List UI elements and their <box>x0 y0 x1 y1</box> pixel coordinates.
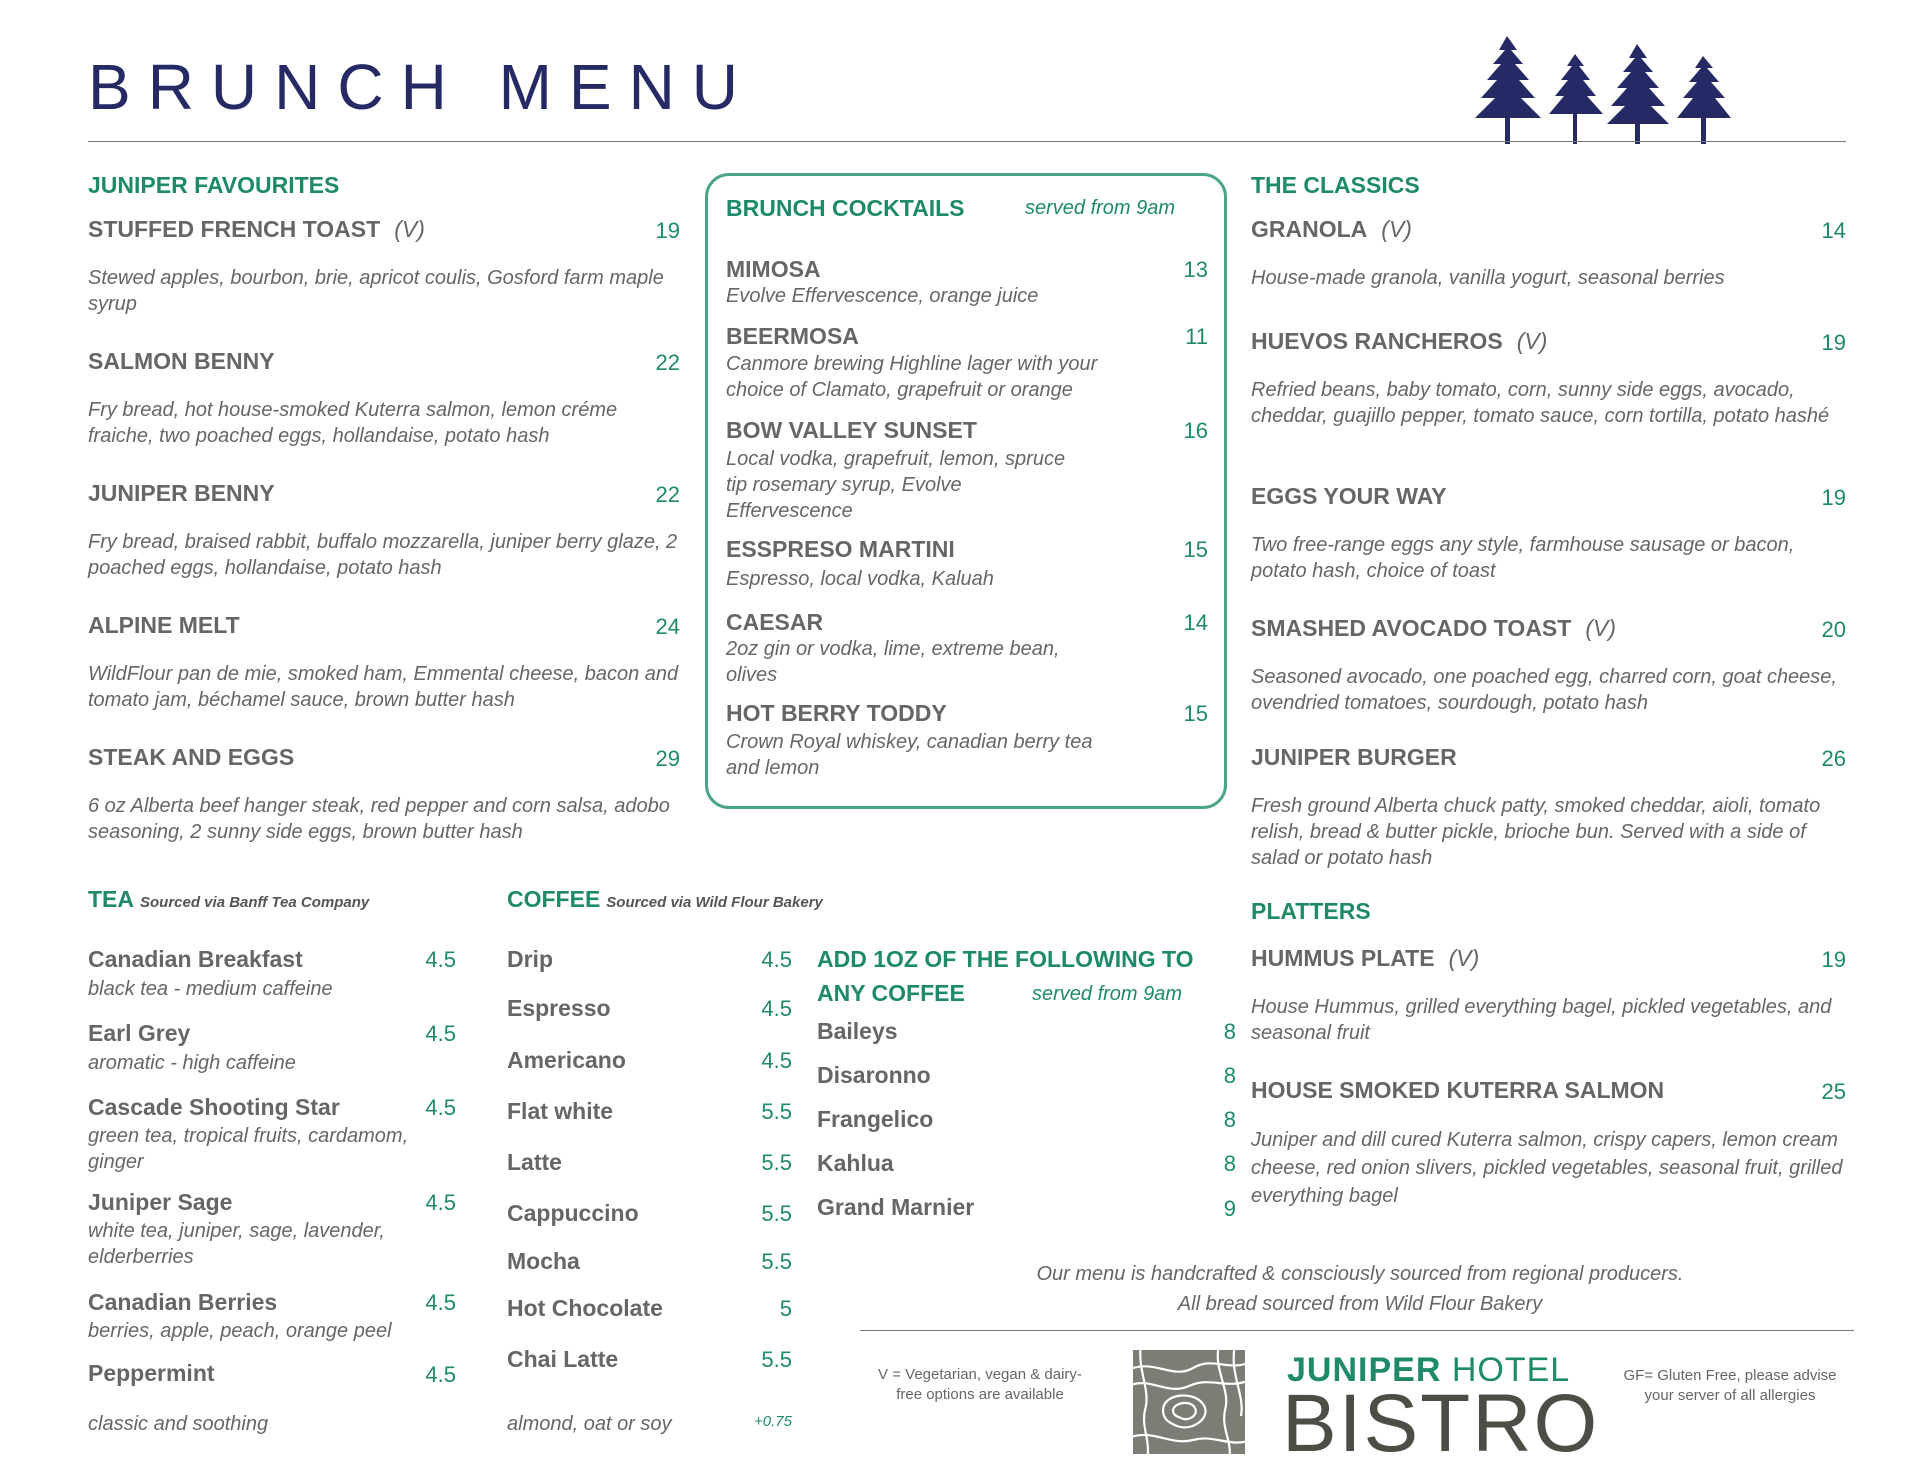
addon-price: 8 <box>1223 1063 1236 1088</box>
addon-price: 9 <box>1223 1196 1236 1221</box>
menu-item-price: 29 <box>655 746 680 771</box>
pine-trees-illustration <box>1465 34 1745 146</box>
cocktail-name: MIMOSA <box>726 256 821 282</box>
coffee-price: 5.5 <box>761 1150 792 1175</box>
cocktail-price: 15 <box>1183 537 1208 562</box>
tea-desc: green tea, tropical fruits, cardamom, ginger <box>88 1125 409 1173</box>
tea-price: 4.5 <box>425 1021 456 1046</box>
cocktail-price: 15 <box>1183 701 1208 726</box>
tea-name: Cascade Shooting Star <box>88 1094 340 1120</box>
menu-item-name: GRANOLA (V) <box>1251 216 1412 242</box>
tea-price: 4.5 <box>425 1190 456 1215</box>
vegetarian-tag: (V) <box>1516 328 1548 354</box>
menu-item-desc: Fry bread, braised rabbit, buffalo mozzarella, juniper berry glaze, 2 poached eggs, hollandaise, potato hash <box>88 531 678 579</box>
menu-item-name: HUEVOS RANCHEROS (V) <box>1251 328 1548 354</box>
menu-item-desc: Refried beans, baby tomato, corn, sunny side eggs, avocado, cheddar, guajillo pepper, tomato sauce, corn tortilla, potato hashé <box>1251 379 1830 427</box>
coffee-name: Mocha <box>507 1248 580 1274</box>
tea-desc: white tea, juniper, sage, lavender, elderberries <box>88 1220 385 1268</box>
cocktail-name: BOW VALLEY SUNSET <box>726 417 977 443</box>
menu-item-desc: Fry bread, hot house-smoked Kuterra salmon, lemon créme fraiche, two poached eggs, hollandaise, potato hash <box>88 399 618 447</box>
milk-alternative-price: +0.75 <box>754 1413 792 1430</box>
coffee-price: 4.5 <box>761 1048 792 1073</box>
gluten-free-legend <box>1600 1366 1860 1406</box>
menu-item-desc: House Hummus, grilled everything bagel, pickled vegetables, and seasonal fruit <box>1251 996 1832 1044</box>
cocktail-desc: 2oz gin or vodka, lime, extreme bean, olives <box>726 638 1060 686</box>
coffee-name: Flat white <box>507 1098 614 1124</box>
tea-desc: classic and soothing <box>88 1413 269 1435</box>
menu-item-desc: Stewed apples, bourbon, brie, apricot coulis, Gosford farm maple syrup <box>88 267 664 315</box>
coffee-price: 4.5 <box>761 947 792 972</box>
cocktail-name: BEERMOSA <box>726 323 859 349</box>
addon-price: 8 <box>1223 1151 1236 1176</box>
coffee-name: Espresso <box>507 995 611 1021</box>
menu-item-desc: 6 oz Alberta beef hanger steak, red pepper and corn salsa, adobo seasoning, 2 sunny side eggs, brown butter hash <box>88 795 670 843</box>
menu-item-price: 14 <box>1821 218 1846 243</box>
brand-wordmark: BISTRO <box>1282 1378 1600 1469</box>
menu-item-desc: WildFlour pan de mie, smoked ham, Emmental cheese, bacon and tomato jam, béchamel sauce, brown butter hash <box>88 663 679 711</box>
coffee-name: Latte <box>507 1149 562 1175</box>
tea-name: Juniper Sage <box>88 1189 233 1215</box>
tea-name: Earl Grey <box>88 1020 191 1046</box>
addon-price: 8 <box>1223 1019 1236 1044</box>
cocktail-price: 16 <box>1183 418 1208 443</box>
section-heading-coffee: COFFEE Sourced via Wild Flour Bakery <box>507 886 823 912</box>
menu-item-name: SMASHED AVOCADO TOAST (V) <box>1251 615 1616 641</box>
addon-name: Kahlua <box>817 1150 894 1176</box>
vegetarian-legend-line: V = Vegetarian, vegan & dairy- <box>878 1366 1082 1383</box>
cocktail-name: HOT BERRY TODDY <box>726 700 947 726</box>
menu-item-name: JUNIPER BENNY <box>88 480 275 506</box>
coffee-price: 5.5 <box>761 1249 792 1274</box>
menu-item-price: 22 <box>655 350 680 375</box>
addon-price: 8 <box>1223 1107 1236 1132</box>
cocktail-price: 13 <box>1183 257 1208 282</box>
tea-price: 4.5 <box>425 1290 456 1315</box>
served-from-note: served from 9am <box>1032 983 1183 1005</box>
menu-item-price: 19 <box>1821 947 1846 972</box>
header-divider <box>88 141 1846 142</box>
vegetarian-legend-line: free options are available <box>896 1386 1064 1403</box>
section-heading-classics: THE CLASSICS <box>1251 172 1420 198</box>
tea-name: Peppermint <box>88 1360 215 1386</box>
menu-item-name: HOUSE SMOKED KUTERRA SALMON <box>1251 1077 1665 1103</box>
vegetarian-tag: (V) <box>1585 615 1616 641</box>
vegetarian-legend <box>850 1365 1110 1405</box>
cocktail-name: ESSPRESO MARTINI <box>726 536 955 562</box>
cocktail-desc: Local vodka, grapefruit, lemon, spruce tip rosemary syrup, Evolve Effervescence <box>726 448 1066 522</box>
menu-item-price: 19 <box>655 218 680 243</box>
coffee-name: Cappuccino <box>507 1200 639 1226</box>
addon-name: Grand Marnier <box>817 1194 975 1220</box>
tea-desc: black tea - medium caffeine <box>88 978 333 1000</box>
tea-price: 4.5 <box>425 947 456 972</box>
addon-name: Disaronno <box>817 1062 931 1088</box>
coffee-name: Hot Chocolate <box>507 1295 663 1321</box>
section-heading-platters: PLATTERS <box>1251 898 1371 924</box>
brand-name: JUNIPER HOTEL <box>1287 1351 1571 1389</box>
coffee-source-note: Sourced via Wild Flour Bakery <box>606 894 823 911</box>
vegetarian-tag: (V) <box>394 216 425 242</box>
menu-item-price: 25 <box>1821 1079 1846 1104</box>
menu-item-price: 22 <box>655 482 680 507</box>
sourcing-statement: Our menu is handcrafted & consciously sourced from regional producers. <box>1036 1263 1684 1285</box>
vegetarian-tag: (V) <box>1448 945 1480 971</box>
menu-item-desc: Seasoned avocado, one poached egg, charred corn, goat cheese, ovendried tomatoes, sourdough, potato hash <box>1251 666 1837 714</box>
menu-item-desc: Juniper and dill cured Kuterra salmon, crispy capers, lemon cream cheese, red onion slivers, pickled vegetables, seasonal fruit, grilled everything bagel <box>1251 1129 1843 1207</box>
tea-desc: berries, apple, peach, orange peel <box>88 1320 392 1342</box>
coffee-name: Drip <box>507 946 553 972</box>
footer-divider <box>860 1330 1854 1331</box>
addons-heading: ADD 1OZ OF THE FOLLOWING TO <box>817 946 1194 972</box>
tea-price: 4.5 <box>425 1362 456 1387</box>
cocktail-price: 14 <box>1183 610 1208 635</box>
cocktail-desc: Crown Royal whiskey, canadian berry tea and lemon <box>726 731 1093 779</box>
coffee-name: Chai Latte <box>507 1346 619 1372</box>
cocktail-desc: Evolve Effervescence, orange juice <box>726 285 1039 307</box>
menu-item-price: 19 <box>1821 485 1846 510</box>
coffee-price: 4.5 <box>761 996 792 1021</box>
addon-name: Baileys <box>817 1018 898 1044</box>
coffee-price: 5.5 <box>761 1347 792 1372</box>
menu-item-desc: Fresh ground Alberta chuck patty, smoked cheddar, aioli, tomato relish, bread & butter pickle, brioche bun. Served with a side of salad or potato hash <box>1251 795 1821 869</box>
cocktail-price: 11 <box>1185 324 1208 349</box>
gluten-free-legend-line: GF= Gluten Free, please advise <box>1623 1367 1837 1384</box>
menu-title: BRUNCH MENU <box>88 51 755 123</box>
menu-item-name: JUNIPER BURGER <box>1251 744 1457 770</box>
tea-desc: aromatic - high caffeine <box>88 1052 296 1074</box>
section-heading-cocktails: BRUNCH COCKTAILS <box>726 195 965 221</box>
vegetarian-tag: (V) <box>1381 216 1412 242</box>
menu-item-name: SALMON BENNY <box>88 348 275 374</box>
section-heading-favourites: JUNIPER FAVOURITES <box>88 172 340 198</box>
addons-heading-line2: ANY COFFEE <box>817 980 965 1006</box>
coffee-price: 5.5 <box>761 1201 792 1226</box>
cocktail-desc: Canmore brewing Highline lager with your choice of Clamato, grapefruit or orange <box>726 353 1098 401</box>
menu-item-name: HUMMUS PLATE (V) <box>1251 945 1480 971</box>
cocktail-name: CAESAR <box>726 609 824 635</box>
tea-price: 4.5 <box>425 1095 456 1120</box>
topographic-logo-icon <box>1133 1350 1245 1454</box>
menu-item-desc: House-made granola, vanilla yogurt, seasonal berries <box>1251 267 1725 289</box>
section-heading-tea: TEA Sourced via Banff Tea Company <box>88 886 370 912</box>
menu-item-price: 20 <box>1821 617 1846 642</box>
coffee-name: Americano <box>507 1047 626 1073</box>
menu-item-name: STEAK AND EGGS <box>88 744 295 770</box>
gluten-free-legend-line: your server of all allergies <box>1644 1387 1816 1404</box>
menu-item-price: 24 <box>655 614 680 639</box>
addon-name: Frangelico <box>817 1106 934 1132</box>
menu-item-desc: Two free-range eggs any style, farmhouse sausage or bacon, potato hash, choice of toast <box>1251 534 1795 582</box>
cocktail-desc: Espresso, local vodka, Kaluah <box>726 568 994 590</box>
menu-item-price: 19 <box>1821 330 1846 355</box>
menu-item-name: EGGS YOUR WAY <box>1251 483 1447 509</box>
tea-name: Canadian Berries <box>88 1289 278 1315</box>
tea-source-note: Sourced via Banff Tea Company <box>140 894 370 911</box>
menu-item-name: ALPINE MELT <box>88 612 240 638</box>
served-from-note: served from 9am <box>1025 197 1176 219</box>
milk-alternative-note: almond, oat or soy <box>507 1413 672 1435</box>
coffee-price: 5.5 <box>761 1099 792 1124</box>
menu-item-name: STUFFED FRENCH TOAST (V) <box>88 216 425 242</box>
bread-source-statement: All bread sourced from Wild Flour Bakery <box>1177 1293 1543 1315</box>
menu-item-price: 26 <box>1821 746 1846 771</box>
coffee-price: 5 <box>779 1296 792 1321</box>
tea-name: Canadian Breakfast <box>88 946 303 972</box>
